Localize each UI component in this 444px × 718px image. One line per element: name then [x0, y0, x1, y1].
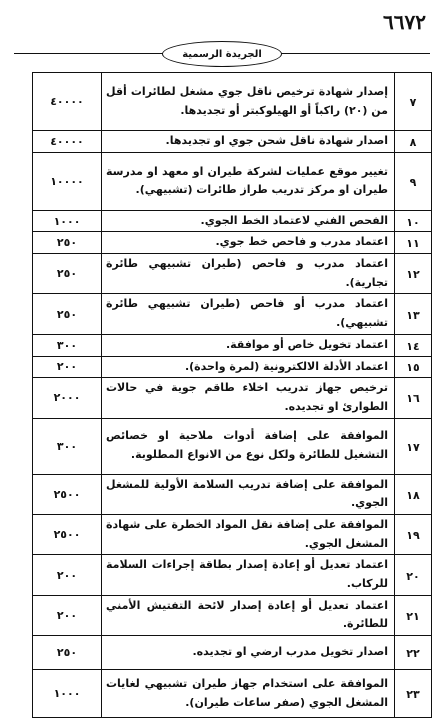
gazette-title-badge — [162, 41, 282, 67]
row-description: اعتماد تعديل أو إعادة إصدار بطاقة إجراءات السلامة للركاب. — [102, 555, 395, 595]
row-fee: ٣٠٠ — [33, 418, 102, 474]
row-number: ٧ — [395, 73, 432, 131]
row-number: ٢٣ — [395, 670, 432, 718]
row-fee: ٢٥٠ — [33, 254, 102, 294]
row-description: إصدار شهادة ترخيص ناقل جوي مشغل لطائرات أقل من (٢٠) راكباً أو الهيلوكبتر أو تجديدها. — [102, 73, 395, 131]
row-number: ٢٢ — [395, 636, 432, 670]
table-row — [33, 73, 432, 131]
row-description: تغيير موقع عمليات لشركة طيران او معهد او مدرسة طيران او مركز تدريب طراز طائرات (تشبيهي). — [102, 152, 395, 210]
row-fee: ٢٥٠ — [33, 636, 102, 670]
row-number: ٢١ — [395, 595, 432, 635]
table-row — [33, 418, 432, 474]
row-fee: ٤٠٠٠٠ — [33, 131, 102, 153]
row-fee: ٤٠٠٠٠ — [33, 73, 102, 131]
row-fee: ١٠٠٠ — [33, 210, 102, 232]
row-fee: ٢٥٠ — [33, 232, 102, 254]
table-row — [33, 636, 432, 670]
row-description: اعتماد تخويل خاص أو موافقة. — [102, 334, 395, 356]
row-fee: ٢٠٠ — [33, 356, 102, 378]
table-row — [33, 254, 432, 294]
row-description: اعتماد تعديل أو إعادة إصدار لائحة التفتيش الأمني للطائرة. — [102, 595, 395, 635]
row-number: ١٠ — [395, 210, 432, 232]
row-description: ترخيص جهاز تدريب اخلاء طاقم جوية في حالات الطوارئ او تجديده. — [102, 378, 395, 418]
row-description: اصدار تخويل مدرب ارضي او تجديده. — [102, 636, 395, 670]
row-fee: ٢٥٠٠ — [33, 514, 102, 554]
table-row — [33, 131, 432, 153]
row-description: اعتماد مدرب و فاحص (طيران تشبيهي طائرة تجارية). — [102, 254, 395, 294]
row-number: ١٧ — [395, 418, 432, 474]
row-number: ٢٠ — [395, 555, 432, 595]
table-row — [33, 595, 432, 635]
table-row — [33, 670, 432, 718]
row-fee: ٢٥٠ — [33, 294, 102, 334]
row-number: ١٤ — [395, 334, 432, 356]
table-row — [33, 378, 432, 418]
row-description: الفحص الفني لاعتماد الخط الجوي. — [102, 210, 395, 232]
row-number: ١٥ — [395, 356, 432, 378]
row-fee: ٢٠٠٠ — [33, 378, 102, 418]
row-number: ١٦ — [395, 378, 432, 418]
row-fee: ١٠٠٠ — [33, 670, 102, 718]
row-description: الموافقة على استخدام جهاز طيران تشبيهي لغايات المشغل الجوي (صفر ساعات طيران). — [102, 670, 395, 718]
table-row — [33, 152, 432, 210]
row-fee: ٢٥٠٠ — [33, 474, 102, 514]
row-fee: ٢٠٠ — [33, 595, 102, 635]
row-description: الموافقة على إضافة أدوات ملاحية او خصائص التشغيل للطائرة ولكل نوع من الانواع المطلوبة. — [102, 418, 395, 474]
row-description: اعتماد مدرب أو فاحص (طيران تشبيهي طائرة تشبيهي). — [102, 294, 395, 334]
row-number: ٩ — [395, 152, 432, 210]
row-fee: ١٠٠٠٠ — [33, 152, 102, 210]
row-description: اعتماد الأدلة الالكترونية (لمرة واحدة). — [102, 356, 395, 378]
row-number: ١٨ — [395, 474, 432, 514]
table-row — [33, 356, 432, 378]
row-description: الموافقة على إضافة نقل المواد الخطرة على شهادة المشغل الجوي. — [102, 514, 395, 554]
table-row — [33, 294, 432, 334]
table-row — [33, 555, 432, 595]
gazette-title: الجريدة الرسمية — [182, 48, 262, 60]
row-number: ١٢ — [395, 254, 432, 294]
row-number: ١٩ — [395, 514, 432, 554]
row-fee: ٢٠٠ — [33, 555, 102, 595]
table-row — [33, 232, 432, 254]
page-number: ٦٦٧٢ — [383, 10, 426, 34]
row-number: ١٣ — [395, 294, 432, 334]
table-row — [33, 334, 432, 356]
fee-table — [32, 72, 432, 718]
table-row — [33, 514, 432, 554]
row-number: ٨ — [395, 131, 432, 153]
row-description: اصدار شهادة ناقل شحن جوي او تجديدها. — [102, 131, 395, 153]
row-description: الموافقة على إضافة تدريب السلامة الأولية للمشغل الجوي. — [102, 474, 395, 514]
row-number: ١١ — [395, 232, 432, 254]
row-fee: ٣٠٠ — [33, 334, 102, 356]
row-description: اعتماد مدرب و فاحص خط جوي. — [102, 232, 395, 254]
fee-table-body — [33, 73, 432, 718]
table-row — [33, 474, 432, 514]
table-row — [33, 210, 432, 232]
